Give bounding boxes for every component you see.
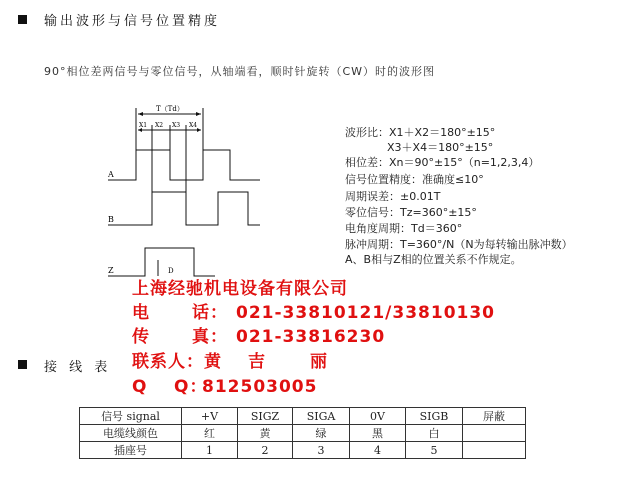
wiring-table: [79, 407, 526, 459]
company-name: 上海经驰机电设备有限公司: [132, 279, 348, 299]
table-cell: 3: [293, 442, 350, 459]
table-cell: 0V: [350, 408, 406, 425]
phone-number: 021-33810121/33810130: [236, 303, 496, 323]
phone-label-1: 电: [132, 303, 150, 323]
spec-electrical-period: 电角度周期：Td＝360°: [345, 222, 463, 235]
table-cell: 2: [238, 442, 293, 459]
contact-person-char-1: 黄: [204, 352, 222, 372]
spec-position-accuracy: 信号位置精度：准确度≤10°: [345, 173, 484, 186]
fax-label-2: 真：: [192, 327, 228, 347]
table-row: [80, 442, 526, 459]
period-label: T（Td）: [156, 105, 184, 113]
qq-label-2: Q：: [174, 377, 208, 397]
table-cell: 1: [182, 442, 238, 459]
table-cell: 红: [182, 425, 238, 442]
x3-label: X3: [172, 122, 181, 129]
qq-label-1: Q: [132, 377, 148, 397]
table-row: [80, 425, 526, 442]
table-cell: 绿: [293, 425, 350, 442]
phone-line: [132, 298, 495, 323]
spec-waveform-ratio-2: X3＋X4＝180°±15°: [387, 141, 494, 154]
table-cell: +V: [182, 408, 238, 425]
contact-person-char-3: 丽: [310, 352, 328, 372]
table-cell: SIGZ: [238, 408, 293, 425]
section-title-waveform: 输出波形与信号位置精度: [44, 14, 221, 29]
fax-number: 021-33816230: [236, 327, 386, 347]
table-cell: 5: [406, 442, 463, 459]
fax-line: [132, 322, 385, 347]
spec-pulse-period: 脉冲周期：T=360°/N（N为每转输出脉冲数）: [345, 238, 573, 251]
x4-label: X4: [189, 122, 198, 129]
waveform-subtitle: 90°相位差两信号与零位信号，从轴端看，顺时针旋转（CW）时的波形图: [44, 65, 436, 78]
table-cell: 屏蔽: [463, 408, 526, 425]
table-cell: 黑: [350, 425, 406, 442]
section-bullet-icon: [18, 360, 27, 369]
table-cell: [463, 425, 526, 442]
table-cell: 4: [350, 442, 406, 459]
channel-a-label: A: [108, 170, 114, 179]
table-cell: 白: [406, 425, 463, 442]
table-cell: 电缆线颜色: [80, 425, 182, 442]
section-title-wiring: 接 线 表: [44, 360, 112, 375]
table-cell: SIGA: [293, 408, 350, 425]
spec-phase-difference: 相位差：Xn＝90°±15°（n=1,2,3,4）: [345, 156, 540, 169]
table-cell: 插座号: [80, 442, 182, 459]
z-pulse-label: D: [168, 267, 174, 275]
fax-label-1: 传: [132, 327, 150, 347]
waveform-diagram: [100, 100, 270, 285]
qq-line: [132, 372, 317, 397]
table-cell: 信号 signal: [80, 408, 182, 425]
x1-label: X1: [139, 122, 148, 129]
table-cell: [463, 442, 526, 459]
contact-person-label: 联系人：: [132, 352, 204, 372]
spec-waveform-ratio: 波形比：X1＋X2＝180°±15°: [345, 126, 496, 139]
channel-b-label: B: [108, 215, 114, 224]
x2-label: X2: [155, 122, 164, 129]
table-row: [80, 408, 526, 425]
section-bullet-icon: [18, 15, 27, 24]
spec-period-error: 周期误差：±0.01T: [345, 190, 441, 203]
channel-z-label: Z: [108, 266, 114, 275]
qq-number: 812503005: [202, 377, 318, 397]
table-cell: 黄: [238, 425, 293, 442]
contact-person-line: [132, 347, 328, 372]
spec-zero-signal: 零位信号：Tz=360°±15°: [345, 206, 477, 219]
contact-person-char-2: 吉: [248, 352, 266, 372]
table-cell: SIGB: [406, 408, 463, 425]
phone-label-2: 话：: [192, 303, 228, 323]
spec-ab-z-note: A、B相与Z相的位置关系不作规定。: [345, 253, 522, 266]
